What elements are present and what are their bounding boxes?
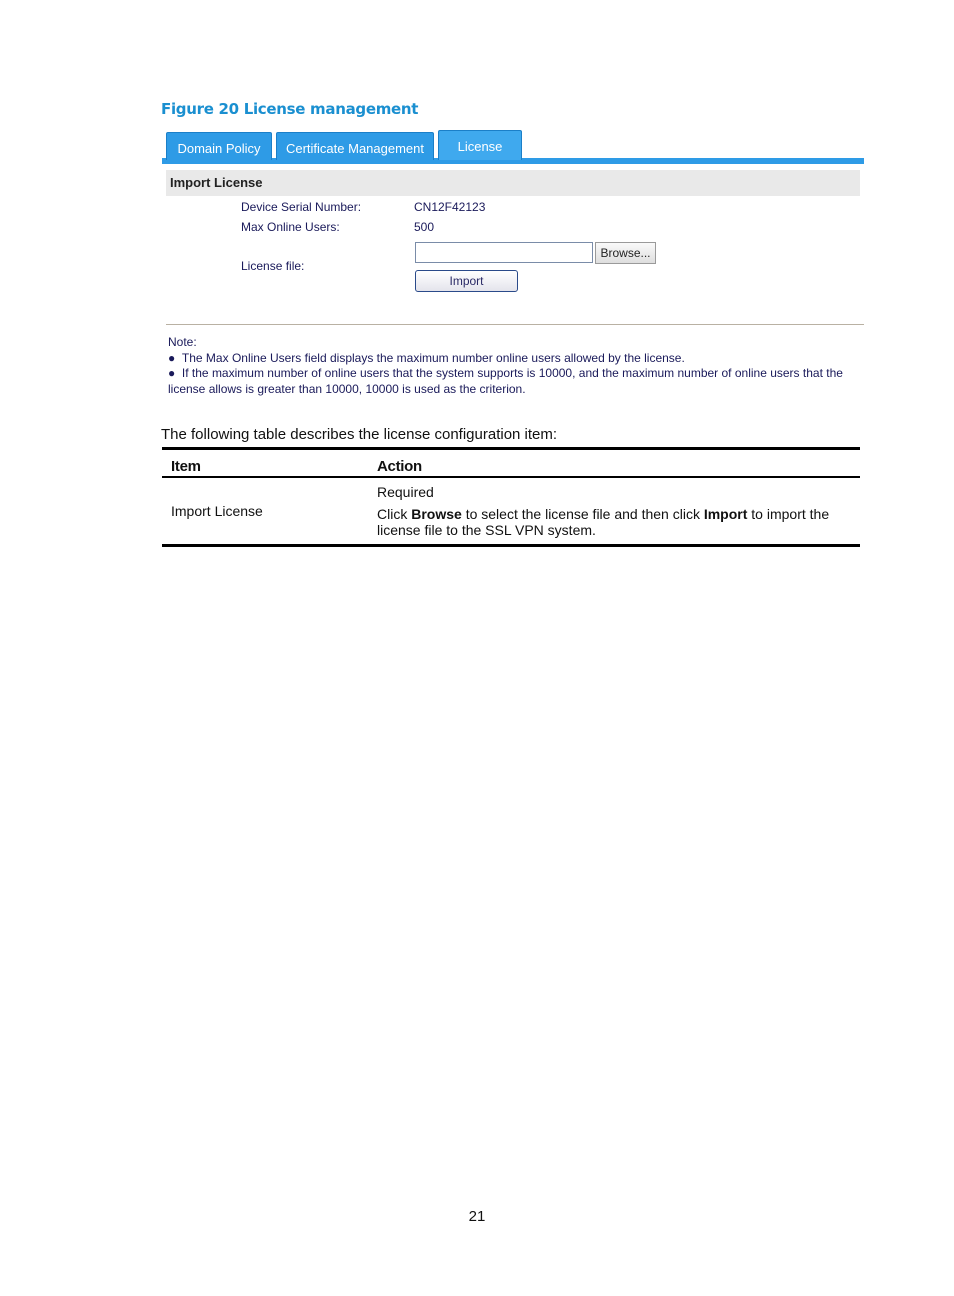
divider bbox=[166, 324, 864, 325]
license-management-screenshot bbox=[162, 130, 864, 400]
cell-action bbox=[368, 477, 860, 546]
section-title: Import License bbox=[166, 170, 860, 196]
serial-number-label: Device Serial Number: bbox=[241, 200, 362, 214]
page-number: 21 bbox=[468, 1208, 486, 1225]
serial-number-value: CN12F42123 bbox=[414, 200, 486, 214]
action-text bbox=[377, 506, 829, 538]
tab-license[interactable]: License bbox=[438, 130, 522, 160]
note-item-text: If the maximum number of online users that the system supports is 10000, and the maximum number of online users that the license allows is greater than 10000, 10000 is used as the criterion. bbox=[168, 366, 843, 396]
max-online-users-value: 500 bbox=[414, 220, 435, 234]
note-box bbox=[168, 335, 862, 397]
action-post: to import the license file to the SSL VPN system. bbox=[377, 506, 830, 538]
license-file-label: License file: bbox=[241, 259, 305, 273]
import-button[interactable]: Import bbox=[415, 270, 518, 292]
tab-domain-policy[interactable]: Domain Policy bbox=[166, 132, 272, 160]
note-item-text: The Max Online Users field displays the maximum number online users allowed by the license. bbox=[181, 350, 685, 365]
note-item: ● The Max Online Users field displays the maximum number online users allowed by the license. bbox=[168, 350, 685, 365]
header-item: Item bbox=[162, 449, 368, 478]
note-title: Note: bbox=[168, 335, 197, 349]
license-file-input[interactable] bbox=[415, 242, 593, 263]
required-text: Required bbox=[377, 484, 434, 500]
tab-certificate-management[interactable]: Certificate Management bbox=[276, 132, 434, 160]
max-online-users-label: Max Online Users: bbox=[241, 220, 340, 234]
cell-item: Import License bbox=[162, 477, 368, 546]
action-browse: Browse bbox=[411, 506, 462, 522]
action-import: Import bbox=[703, 506, 748, 522]
figure-caption: Figure 20 License management bbox=[161, 100, 419, 118]
intro-text: The following table describes the license configuration item: bbox=[161, 426, 558, 443]
header-action: Action bbox=[368, 449, 860, 478]
action-pre: Click bbox=[377, 506, 412, 522]
description-table bbox=[162, 447, 860, 547]
table-row bbox=[162, 477, 860, 546]
table-header-row bbox=[162, 449, 860, 478]
note-item: ● If the maximum number of online users that the system supports is 10000, and the maximum number of online users that the license allows is greater than 10000, 10000 is used as the criterion. bbox=[168, 366, 843, 396]
tab-bar bbox=[162, 130, 864, 165]
action-mid: to select the license file and then click bbox=[461, 506, 704, 522]
browse-button[interactable]: Browse... bbox=[595, 242, 656, 264]
